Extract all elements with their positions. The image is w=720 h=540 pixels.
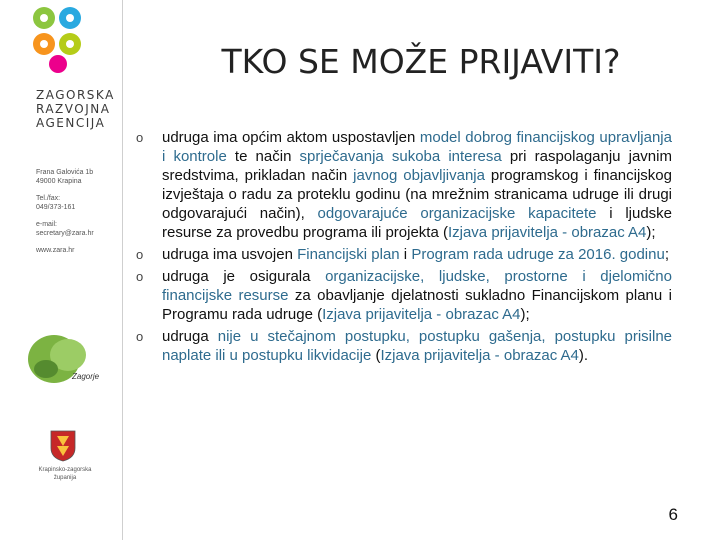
agency-line-1: ZAGORSKA [36,88,115,102]
bullet-text: ); [520,306,530,323]
bullet-text: pri raspolaganju javnim sredstvima, prikladan način [162,148,672,184]
zara-logo-icon [30,4,86,76]
tel-number: 049/373-161 [36,204,76,211]
county-line-2: županija [53,475,77,481]
highlight-text: Izjava prijavitelja - obrazac A4 [322,306,521,323]
page-number: 6 [668,505,678,524]
bullet-item [136,128,672,242]
web-link[interactable]: www.zara.hr [36,247,75,254]
bullet-text: udruga je osigurala [162,268,326,285]
bullet-item [136,327,672,365]
sidebar-divider [122,0,123,540]
highlight-text: organizacijske, ljudske, prostorne i djelomično financijske resurse [162,268,672,304]
bullet-list [136,128,672,365]
highlight-text: model dobrog financijskog upravljanja i kontrole [162,129,672,165]
highlight-text: odgovarajuće organizacijske kapacitete [317,205,597,222]
bullet-text: za obavljanje djelatnosti sukladno Financijskom planu i Programu rada udruge ( [162,287,673,323]
bullet-text: i ljudske resurse za provedbu programa ili projekta ( [162,205,673,241]
address-line-2: 49000 Krapina [36,178,82,185]
highlight-text: sprječavanja sukoba interesa [299,148,502,165]
bullet-text: i [399,246,412,263]
agency-name [36,88,115,130]
bullet-item [136,245,672,264]
county-line-1: Krapinsko-zagorska [38,467,92,473]
tel-label: Tel./fax: [36,195,61,202]
email-link[interactable]: secretary@zara.hr [36,230,94,237]
highlight-text: Financijski plan [297,246,400,263]
bullet-text: ; [664,246,669,263]
bullet-marker: o [136,247,144,262]
highlight-text: Izjava prijavitelja - obrazac A4 [447,224,647,241]
bullet-text: ). [578,347,589,364]
contact-info [36,168,94,255]
highlight-text: javnog objavljivanja [353,167,485,184]
email-label: e-mail: [36,221,58,228]
highlight-text: nije u stečajnom postupku, postupku gašenja, postupku prisilne naplate ili u postupku likvidacije [162,328,672,364]
address-line-1: Frana Galovića 1b [36,169,94,176]
bullet-item [136,267,672,324]
county-crest-icon [50,430,76,462]
county-name [30,466,100,482]
bullet-marker: o [136,269,144,284]
highlight-text: Program rada udruge za 2016. godinu [411,246,665,263]
bullet-text: ( [371,347,381,364]
bullet-text: programskog i financijskog izvještaja o radu za proteklu godinu (na mrežnim stranicama udruge ili drugi odgovarajući način), [162,167,672,222]
agency-line-3: AGENCIJA [36,116,106,130]
highlight-text: Izjava prijavitelja - obrazac A4 [380,347,579,364]
slide-title: TKO SE MOŽE PRIJAVITI? [221,42,621,81]
agency-line-2: RAZVOJNA [36,102,111,116]
bullet-text: udruga ima usvojen [162,246,298,263]
slide-content [136,128,672,368]
bullet-text: udruga [162,328,218,345]
bullet-text: ); [646,224,656,241]
bullet-marker: o [136,329,144,344]
zagorje-logo-icon [24,325,110,395]
bullet-text: udruga ima općim aktom uspostavljen [162,129,420,146]
bullet-text: te način [226,148,300,165]
zagorje-label: Zagorje [72,372,100,381]
sidebar [0,0,122,540]
bullet-marker: o [136,130,144,145]
